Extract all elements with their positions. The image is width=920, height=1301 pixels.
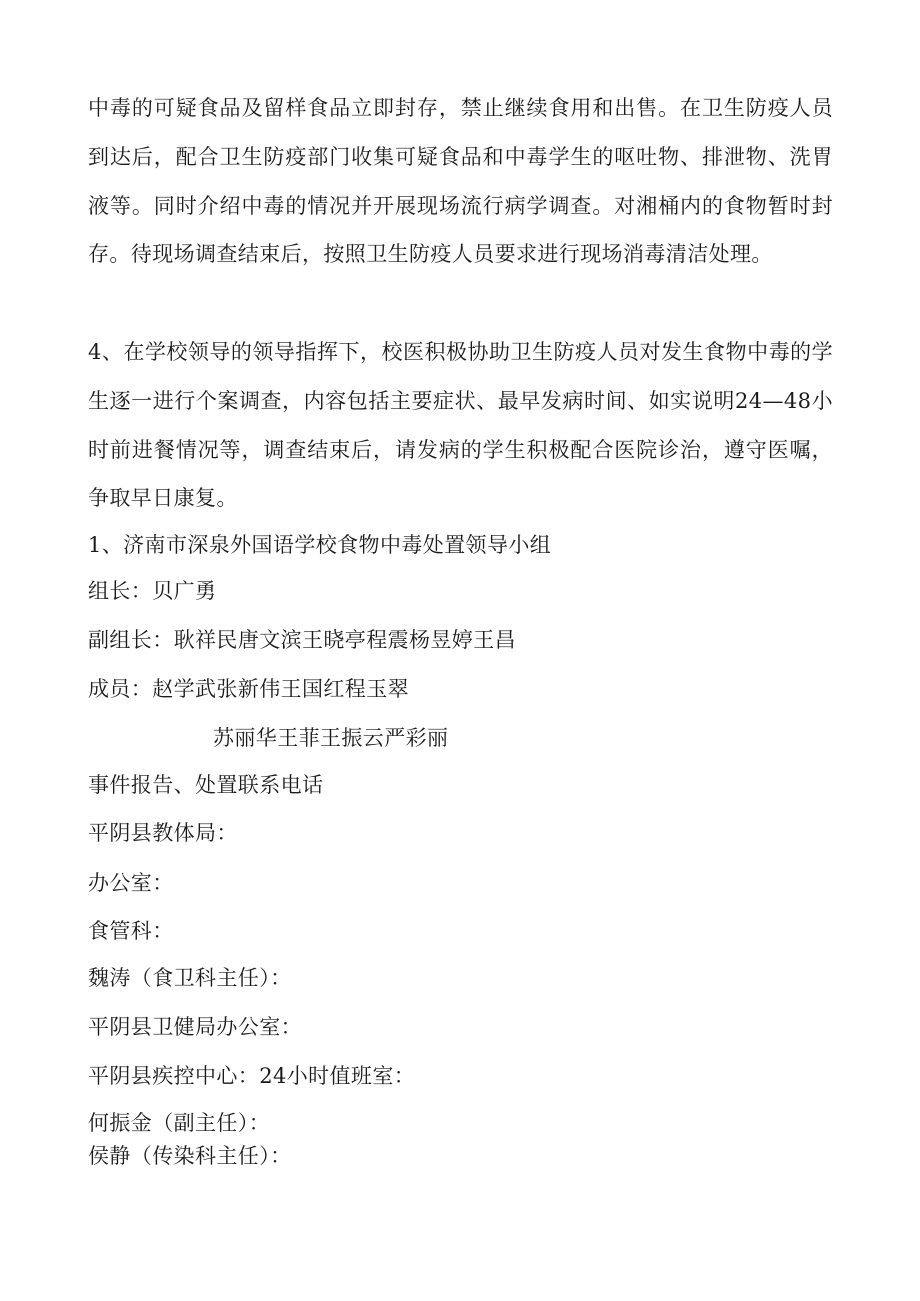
contact-office: 办公室：: [88, 871, 174, 895]
contact-food-dept: 食管科：: [88, 919, 174, 943]
paragraph-food-sealing: 中毒的可疑食品及留样食品立即封存，禁止继续食用和出售。在卫生防疫人员到达后，配合卫生防疫部门收集可疑食品和中毒学生的呕吐物、排泄物、洗胃液等。同时介绍中毒的情况并开展现场流行病学调查。对湘桶内的食物暂时封存。待现场调查结束后，按照卫生防疫人员要求进行现场消毒清洁处理。: [88, 96, 833, 267]
contact-edu-bureau: 平阴县教体局：: [88, 821, 238, 845]
group-vice-leaders: 副组长：耿祥民唐文滨王晓亭程震杨昱婷王昌: [88, 628, 516, 652]
contact-wei-tao: 魏涛（食卫科主任）：: [88, 966, 292, 990]
group-members-line-1: 成员：赵学武张新伟王国红程玉翠: [88, 677, 409, 701]
contact-cdc: 平阴县疾控中心：24小时值班室：: [88, 1064, 416, 1088]
paragraph-case-investigation: 4、在学校领导的领导指挥下，校医积极协助卫生防疫人员对发生食物中毒的学生逐一进行个案调查，内容包括主要症状、最早发病时间、如实说明24—48小时前进餐情况等，调查结束后，请发病的学生积极配合医院诊治，遵守医嘱，争取早日康复。: [88, 340, 833, 511]
contacts-heading: 事件报告、处置联系电话: [88, 773, 324, 797]
group-leader: 组长：贝广勇: [88, 579, 217, 603]
group-members-line-2: 苏丽华王菲王振云严彩丽: [213, 726, 449, 750]
contact-he-zhenjin: 何振金（副主任）：: [88, 1111, 271, 1135]
contact-hou-jing: 侯静（传染科主任）：: [88, 1144, 292, 1168]
contact-health-office: 平阴县卫健局办公室：: [88, 1015, 302, 1039]
leadership-group-heading: 1、济南市深泉外国语学校食物中毒处置领导小组: [88, 533, 552, 557]
